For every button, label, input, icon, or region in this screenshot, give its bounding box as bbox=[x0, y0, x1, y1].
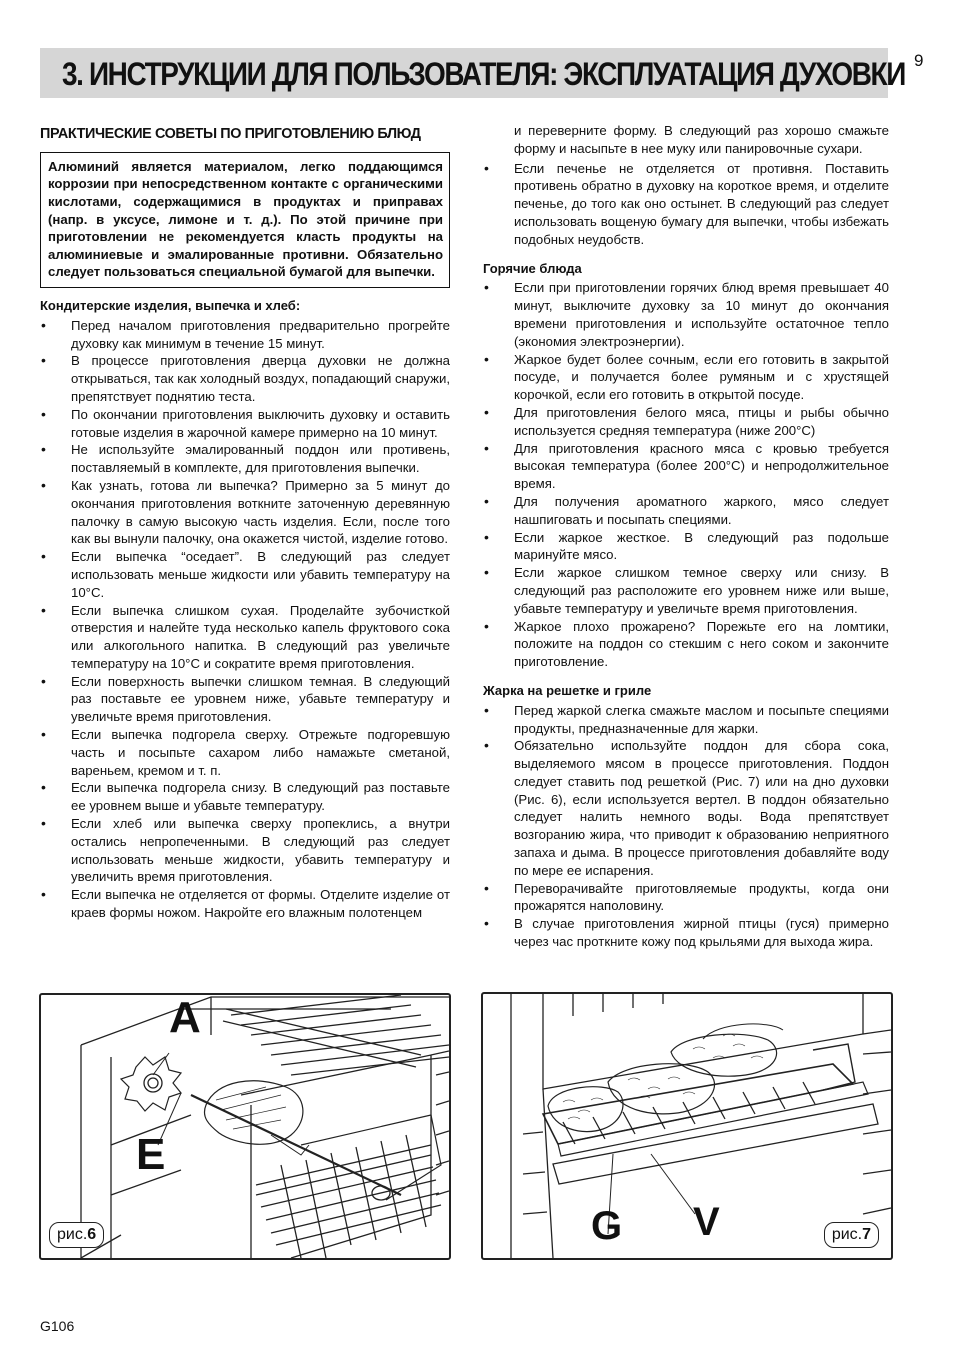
page-number: 9 bbox=[914, 51, 924, 70]
list-item: • Если жаркое слишком темное сверху или снизу. В следующий раз расположите его уровнем ниже или выше, убавьте температуру и увеличьте время приготовления. bbox=[483, 564, 889, 617]
list-item: • Если поверхность выпечки слишком темная. В следующий раз поставьте ее уровнем ниже, убавьте температуру и увеличьте время приготовления. bbox=[40, 673, 450, 726]
section-title: ПРАКТИЧЕСКИЕ СОВЕТЫ ПО ПРИГОТОВЛЕНИЮ БЛЮД bbox=[40, 126, 421, 142]
warning-box: Алюминий является материалом, легко поддающимся коррозии при непосредственном контакте с органическими кислотами, содержащимися в продуктах и приправах (напр. в уксусе, лимоне и т. д.). По этой причине при приготовлении не рекомендуется класть продукты на алюминиевые и эмалированные противни. Обязательно следует пользоваться специальной бумагой для выпечки. bbox=[40, 152, 450, 288]
list-item: • В случае приготовления жирной птицы (гуся) примерно через час проткните кожу под крыльями для выхода жира. bbox=[483, 915, 889, 951]
hot-dishes-heading: Горячие блюда bbox=[483, 260, 582, 276]
list-item: • Если выпечка подгорела сверху. Отрежьте подгоревшую часть и посыпьте сахаром либо намажьте сметаной, вареньем, кремом и т. п. bbox=[40, 726, 450, 779]
figure-label-number: 7 bbox=[862, 1226, 871, 1243]
letter-g-label: G bbox=[591, 1204, 623, 1248]
list-item: • Для приготовления красного мяса с кровью требуется высокая температура (более 200°C) и непродолжительное время. bbox=[483, 440, 889, 493]
bakery-list-continued bbox=[483, 160, 889, 249]
hot-dishes-list bbox=[483, 279, 889, 671]
grill-list bbox=[483, 702, 889, 951]
list-item: • Обязательно используйте поддон для сбора сока, выделяемого мясом в процессе приготовления. Поддон следует ставить под решеткой (Рис. 7) или на дно духовки (Рис. 6), если используется вертел. В поддон обязательно следует налить немного воды. Вода препятствует возгоранию жира, что приводит к образованию неприятного запаха и дыма. В процессе приготовления добавляйте воду по мере ее испарения. bbox=[483, 737, 889, 879]
model-code: G106 bbox=[40, 1318, 75, 1334]
list-item: • Если выпечка подгорела снизу. В следующий раз поставьте ее уровнем выше и убавьте температуру. bbox=[40, 779, 450, 815]
continued-text: и переверните форму. В следующий раз хорошо смажьте форму и насыпьте в нее муку или панировочные сухари. bbox=[514, 123, 889, 156]
right-column bbox=[483, 122, 889, 962]
list-item: • Для получения ароматного жаркого, мясо следует нашпиговать и посыпать специями. bbox=[483, 493, 889, 529]
oven-grill-illustration bbox=[483, 994, 891, 1258]
list-item: • Для приготовления белого мяса, птицы и рыбы обычно используется средняя температура (ниже 200°C) bbox=[483, 404, 889, 440]
list-item: • Перед началом приготовления предварительно прогрейте духовку как минимум в течение 15 минут. bbox=[40, 317, 450, 353]
list-item: • Если хлеб или выпечка сверху пропеклись, а внутри остались непропеченными. В следующий раз следует использовать меньше жидкости, убавить температуру и увеличить время приготовления. bbox=[40, 815, 450, 886]
list-item: • Не используйте эмалированный поддон или противень, поставляемый в комплекте, для приготовления выпечки. bbox=[40, 441, 450, 477]
bakery-list bbox=[40, 317, 450, 922]
left-column bbox=[40, 126, 450, 933]
list-item: • Если выпечка не отделяется от формы. Отделите изделие от краев формы ножом. Накройте его влажным полотенцем bbox=[40, 886, 450, 922]
figure-6-label bbox=[49, 1222, 104, 1248]
list-item: • Если выпечка слишком сухая. Проделайте зубочисткой отверстия и налейте туда несколько капель фруктового сока или алкогольного напитка. В следующий раз увеличьте температуру на 10°C и сократите время приготовления. bbox=[40, 602, 450, 673]
list-item: • Жаркое будет более сочным, если его готовить в закрытой посуде, и получается более румяным и с хрустящей корочкой, если его готовить в открытой посуде. bbox=[483, 351, 889, 404]
list-item: • Жаркое плохо прожарено? Порежьте его на ломтики, положите на поддон со стекшим с него соком и закончите приготовление. bbox=[483, 618, 889, 671]
list-item: • Как узнать, готова ли выпечка? Примерно за 5 минут до окончания приготовления воткните заточенную деревянную палочку в самую высокую часть изделия. Если, после того как вы вынули палочку, она окажется чистой, изделие готово. bbox=[40, 477, 450, 548]
figure-label-prefix: рис. bbox=[831, 1226, 863, 1243]
figure-label-prefix: рис. bbox=[57, 1226, 88, 1243]
letter-v-label: V bbox=[693, 1200, 720, 1244]
bakery-heading: Кондитерские изделия, выпечка и хлеб: bbox=[40, 297, 301, 313]
oven-rotisserie-illustration bbox=[41, 995, 449, 1258]
list-item: • В процессе приготовления дверца духовки не должна открываться, так как холодный воздух, попадающий снаружи, препятствует поднятию теста. bbox=[40, 352, 450, 405]
list-item: • По окончании приготовления выключить духовку и оставить готовые изделия в жарочной камере примерно на 10 минут. bbox=[40, 406, 450, 442]
list-item: • Если выпечка “оседает”. В следующий раз следует использовать меньше жидкости или убавить температуру на 10°C. bbox=[40, 548, 450, 601]
letter-a-label: A bbox=[169, 993, 201, 1042]
figure-7 bbox=[481, 992, 893, 1260]
list-item: • Перед жаркой слегка смажьте маслом и посыпьте специями продукты, предназначенные для жарки. bbox=[483, 702, 889, 738]
list-item: • Если жаркое жесткое. В следующий раз подольше маринуйте мясо. bbox=[483, 529, 889, 565]
page-title: 3. ИНСТРУКЦИИ ДЛЯ ПОЛЬЗОВАТЕЛЯ: ЭКСПЛУАТАЦИЯ ДУХОВКИ bbox=[62, 56, 905, 92]
figure-label-number: 6 bbox=[87, 1226, 97, 1243]
figure-7-label bbox=[824, 1222, 879, 1248]
list-item: • Если при приготовлении горячих блюд время превышает 40 минут, выключите духовку за 10 минут до окончания времени приготовления и используйте остаточное тепло (экономия электроэнергии). bbox=[483, 279, 889, 350]
figure-6 bbox=[39, 993, 451, 1260]
list-item: • Переворачивайте приготовляемые продукты, когда они прожарятся наполовину. bbox=[483, 880, 889, 916]
list-item: • Если печенье не отделяется от противня. Поставить противень обратно в духовку на короткое время, и отделите печенье, до того как оно остынет. В следующий раз следует использовать вощеную бумагу для выпечки, чтобы избежать подобных неудобств. bbox=[483, 160, 889, 249]
grill-heading: Жарка на решетке и гриле bbox=[483, 682, 652, 698]
letter-e-label: E bbox=[136, 1130, 166, 1179]
